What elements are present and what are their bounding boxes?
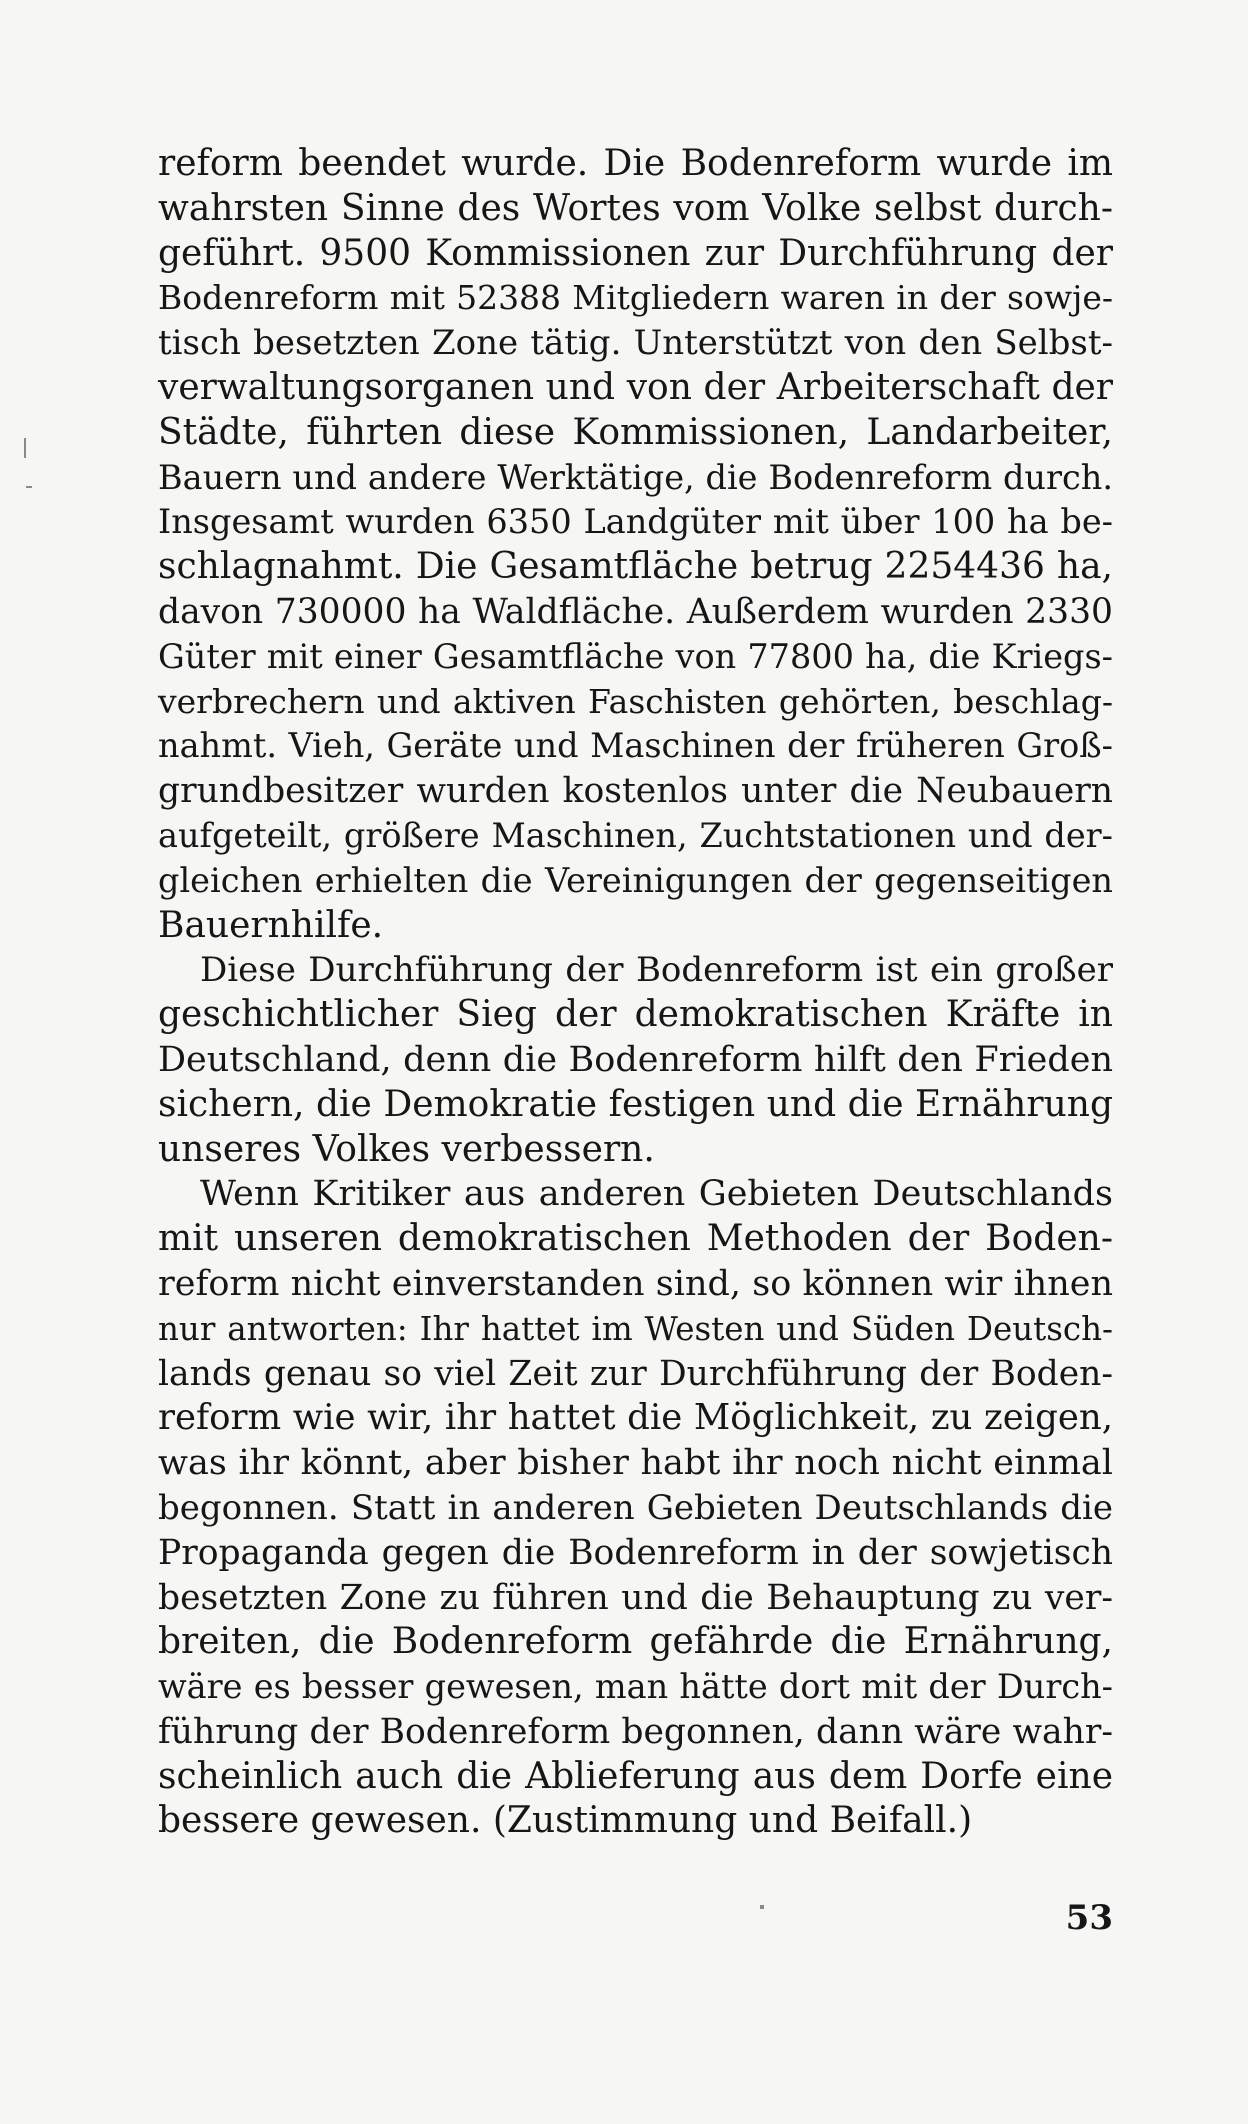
text-line: reform beendet wurde. Die Bodenreform wurde im <box>158 143 1113 184</box>
text-line: Deutschland, denn die Bodenreform hilft den Frieden <box>158 1039 1113 1080</box>
body-text <box>158 142 1113 1844</box>
text-line: reform nicht einverstanden sind, so können wir ihnen <box>158 1263 1113 1304</box>
text-line: tisch besetzten Zone tätig. Unterstützt von den Selbst- <box>158 323 1113 364</box>
text-line: Städte, führten diese Kommissionen, Landarbeiter, <box>158 411 1113 453</box>
text-line: verbrechern und aktiven Faschisten gehörten, beschlag- <box>158 681 1113 721</box>
text-line: scheinlich auch die Ablieferung aus dem Dorfe eine <box>158 1755 1113 1797</box>
text-line: lands genau so viel Zeit zur Durchführung der Boden- <box>158 1353 1113 1394</box>
text-line: schlagnahmt. Die Gesamtfläche betrug 2254436 ha, <box>158 546 1113 588</box>
text-line: begonnen. Statt in anderen Gebieten Deutschlands die <box>158 1487 1113 1528</box>
text-line: gleichen erhielten die Vereinigungen der gegenseitigen <box>158 860 1113 900</box>
text-line: breiten, die Bodenreform gefährde die Ernährung, <box>158 1621 1113 1663</box>
text-line: nahmt. Vieh, Geräte und Maschinen der früheren Groß- <box>158 726 1113 766</box>
text-line: nur antworten: Ihr hattet im Westen und Süden Deutsch- <box>158 1309 1113 1348</box>
scan-speck <box>26 486 32 488</box>
text-line: Güter mit einer Gesamtfläche von 77800 ha, die Kriegs- <box>158 636 1113 676</box>
text-line: führung der Bodenreform begonnen, dann wäre wahr- <box>158 1711 1113 1752</box>
text-line: wäre es besser gewesen, man hätte dort mit der Durch- <box>158 1667 1113 1707</box>
text-line: Propaganda gegen die Bodenreform in der sowjetisch <box>158 1532 1113 1573</box>
text-line: reform wie wir, ihr hattet die Möglichkeit, zu zeigen, <box>158 1397 1113 1439</box>
text-line: was ihr könnt, aber bisher habt ihr noch nicht einmal <box>158 1443 1113 1484</box>
text-line: Wenn Kritiker aus anderen Gebieten Deutschlands <box>200 1174 1113 1215</box>
text-line: unseres Volkes verbessern. <box>158 1128 655 1170</box>
text-line: grundbesitzer wurden kostenlos unter die Neubauern <box>158 771 1113 812</box>
text-line: verwaltungsorganen und von der Arbeiterschaft der <box>158 366 1113 408</box>
text-line: davon 730000 ha Waldfläche. Außerdem wurden 2330 <box>158 591 1113 632</box>
text-line: Bodenreform mit 52388 Mitgliedern waren in der sowje- <box>158 278 1113 318</box>
text-line: bessere gewesen. (Zustimmung und Beifall.) <box>158 1800 973 1842</box>
text-line: aufgeteilt, größere Maschinen, Zuchtstationen und der- <box>158 815 1113 855</box>
text-line: geführt. 9500 Kommissionen zur Durchführung der <box>158 232 1113 274</box>
text-line: sichern, die Demokratie festigen und die Ernährung <box>158 1083 1113 1125</box>
text-line: Bauernhilfe. <box>158 904 384 946</box>
text-line: Insgesamt wurden 6350 Landgüter mit über 100 ha be- <box>158 502 1113 542</box>
text-line: mit unseren demokratischen Methoden der Boden- <box>158 1218 1113 1260</box>
scan-speck <box>24 438 26 458</box>
text-line: Bauern und andere Werktätige, die Bodenreform durch. <box>158 457 1113 497</box>
page-number: 53 <box>1065 1898 1113 1938</box>
text-line: Diese Durchführung der Bodenreform ist ein großer <box>200 950 1113 991</box>
text-line: besetzten Zone zu führen und die Behauptung zu ver- <box>158 1577 1113 1618</box>
scan-speck <box>760 1905 764 1909</box>
text-line: geschichtlicher Sieg der demokratischen Kräfte in <box>158 994 1113 1036</box>
text-line: wahrsten Sinne des Wortes vom Volke selbst durch- <box>158 187 1113 229</box>
